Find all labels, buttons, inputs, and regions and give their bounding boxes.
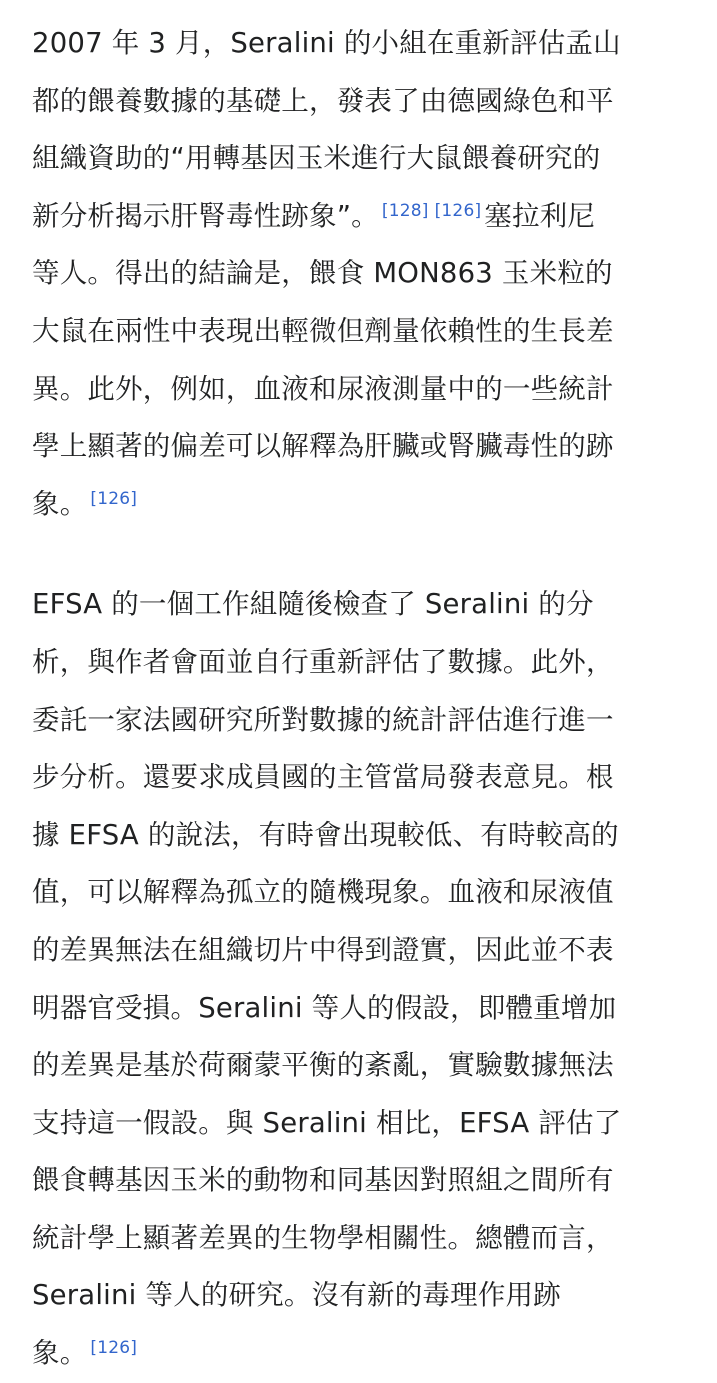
text-line <box>32 692 692 750</box>
text-line <box>32 73 692 131</box>
text-line <box>32 1037 692 1095</box>
text-segment: 據 EFSA 的說法，有時會出現較低、有時較高的 <box>32 818 619 851</box>
text-line <box>32 245 692 303</box>
text-segment: 的差異是基於荷爾蒙平衡的紊亂，實驗數據無法 <box>32 1049 614 1082</box>
text-segment: 的差異無法在組織切片中得到證實，因此並不表 <box>32 933 614 966</box>
paragraph-2 <box>32 576 692 1382</box>
text-segment: 異。此外，例如，血液和尿液測量中的一些統計 <box>32 372 614 405</box>
text-segment: 值，可以解釋為孤立的隨機現象。血液和尿液值 <box>32 876 614 909</box>
text-segment: 2007 年 3 月，Seralini 的小組在重新評估孟山 <box>32 27 621 59</box>
text-segment: 學上顯著的偏差可以解釋為肝臟或腎臟毒性的跡 <box>32 430 614 463</box>
text-line <box>32 15 692 73</box>
text-line <box>32 1267 692 1325</box>
text-line <box>32 634 692 692</box>
text-segment: 塞拉利尼 <box>484 199 596 232</box>
text-segment: 步分析。還要求成員國的主管當局發表意見。根 <box>32 761 614 794</box>
text-segment: 析，與作者會面並自行重新評估了數據。此外， <box>32 645 614 678</box>
text-segment: 象。 <box>32 1337 88 1370</box>
text-segment: 支持這一假設。與 Seralini 相比，EFSA 評估了 <box>32 1106 622 1139</box>
text-line <box>32 130 692 188</box>
text-segment: 象。 <box>32 487 88 520</box>
text-line <box>32 807 692 865</box>
text-segment: 統計學上顯著差異的生物學相關性。總體而言， <box>32 1221 614 1254</box>
article-body <box>32 15 692 1383</box>
text-segment: 組織資助的“用轉基因玉米進行大鼠餵養研究的 <box>32 142 601 175</box>
paragraph-1 <box>32 15 692 533</box>
text-segment: EFSA 的一個工作組隨後檢查了 Seralini 的分 <box>32 588 594 621</box>
citation-link[interactable]: [126] <box>90 1338 138 1359</box>
text-line <box>32 922 692 980</box>
citation-link[interactable]: [126] <box>90 488 138 509</box>
text-line <box>32 576 692 634</box>
text-segment: 等人。得出的結論是，餵食 MON863 玉米粒的 <box>32 257 613 290</box>
text-segment: 餵食轉基因玉米的動物和同基因對照組之間所有 <box>32 1164 614 1197</box>
text-line <box>32 980 692 1038</box>
text-line <box>32 1095 692 1153</box>
text-line <box>32 188 692 246</box>
text-line <box>32 1152 692 1210</box>
text-segment: 新分析揭示肝腎毒性跡象”。 <box>32 199 379 232</box>
text-line <box>32 303 692 361</box>
text-line <box>32 749 692 807</box>
text-line <box>32 1210 692 1268</box>
text-segment: Seralini 等人的研究。沒有新的毒理作用跡 <box>32 1279 561 1312</box>
paragraph-gap <box>32 533 692 576</box>
text-segment: 委託一家法國研究所對數據的統計評估進行進一 <box>32 703 614 736</box>
text-line <box>32 418 692 476</box>
text-line <box>32 476 692 534</box>
text-segment: 都的餵養數據的基礎上，發表了由德國綠色和平 <box>32 84 614 117</box>
citation-link[interactable]: [126] <box>434 200 482 221</box>
citation-link[interactable]: [128] <box>381 200 429 221</box>
text-segment: 明器官受損。Seralini 等人的假設，即體重增加 <box>32 991 617 1024</box>
text-segment: 大鼠在兩性中表現出輕微但劑量依賴性的生長差 <box>32 314 614 347</box>
text-line <box>32 1325 692 1383</box>
text-line <box>32 361 692 419</box>
text-line <box>32 864 692 922</box>
